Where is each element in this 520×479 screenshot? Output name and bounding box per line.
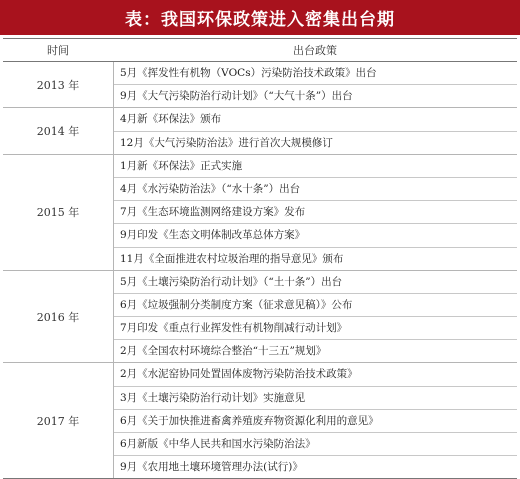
policy-row: 4月《水污染防治法》（“水十条”）出台 xyxy=(114,178,517,201)
policy-row: 7月印发《重点行业挥发性有机物削减行动计划》 xyxy=(114,317,517,340)
year-group xyxy=(3,108,517,154)
policy-table xyxy=(3,38,517,479)
policy-row: 9月印发《生态文明体制改革总体方案》 xyxy=(114,224,517,247)
year-group xyxy=(3,363,517,478)
year-cell: 2013 年 xyxy=(3,62,114,107)
policy-list xyxy=(114,108,517,153)
policy-row: 5月《土壤污染防治行动计划》（“土十条”）出台 xyxy=(114,271,517,294)
policy-row: 7月《生态环境监测网络建设方案》发布 xyxy=(114,201,517,224)
policy-row: 5月《挥发性有机物（VOCs）污染防治技术政策》出台 xyxy=(114,62,517,85)
policy-row: 1月新《环保法》正式实施 xyxy=(114,155,517,178)
policy-row: 6月《关于加快推进畜禽养殖废弃物资源化利用的意见》 xyxy=(114,410,517,433)
year-cell: 2015 年 xyxy=(3,155,114,270)
year-group xyxy=(3,62,517,108)
table-body xyxy=(3,62,517,478)
policy-row: 6月《垃圾强制分类制度方案（征求意见稿）》公布 xyxy=(114,294,517,317)
policy-row: 12月《大气污染防治法》进行首次大规模修订 xyxy=(120,136,333,149)
policy-row: 9月《农用地土壤环境管理办法(试行)》 xyxy=(120,461,303,474)
table-title: 表：我国环保政策进入密集出台期 xyxy=(0,0,520,35)
header-policy: 出台政策 xyxy=(293,44,337,57)
policy-row: 6月新版《中华人民共和国水污染防治法》 xyxy=(114,433,517,456)
policy-row: 11月《全面推进农村垃圾治理的指导意见》颁布 xyxy=(120,252,344,265)
policy-list xyxy=(114,62,517,107)
table-header xyxy=(3,39,517,62)
policy-row: 2月《全国农村环境综合整治“十三五”规划》 xyxy=(120,345,327,358)
policy-list xyxy=(114,363,517,478)
policy-row: 4月新《环保法》颁布 xyxy=(114,108,517,131)
year-group xyxy=(3,271,517,364)
year-cell: 2016 年 xyxy=(3,271,114,363)
policy-row: 3月《土壤污染防治行动计划》实施意见 xyxy=(114,387,517,410)
policy-row: 2月《水泥窑协同处置固体废物污染防治技术政策》 xyxy=(114,363,517,386)
year-group xyxy=(3,155,517,271)
policy-list xyxy=(114,155,517,270)
policy-row: 9月《大气污染防治行动计划》（“大气十条”）出台 xyxy=(120,90,353,103)
policy-list xyxy=(114,271,517,363)
year-cell: 2014 年 xyxy=(3,108,114,153)
year-cell: 2017 年 xyxy=(3,363,114,478)
header-time: 时间 xyxy=(47,44,69,57)
